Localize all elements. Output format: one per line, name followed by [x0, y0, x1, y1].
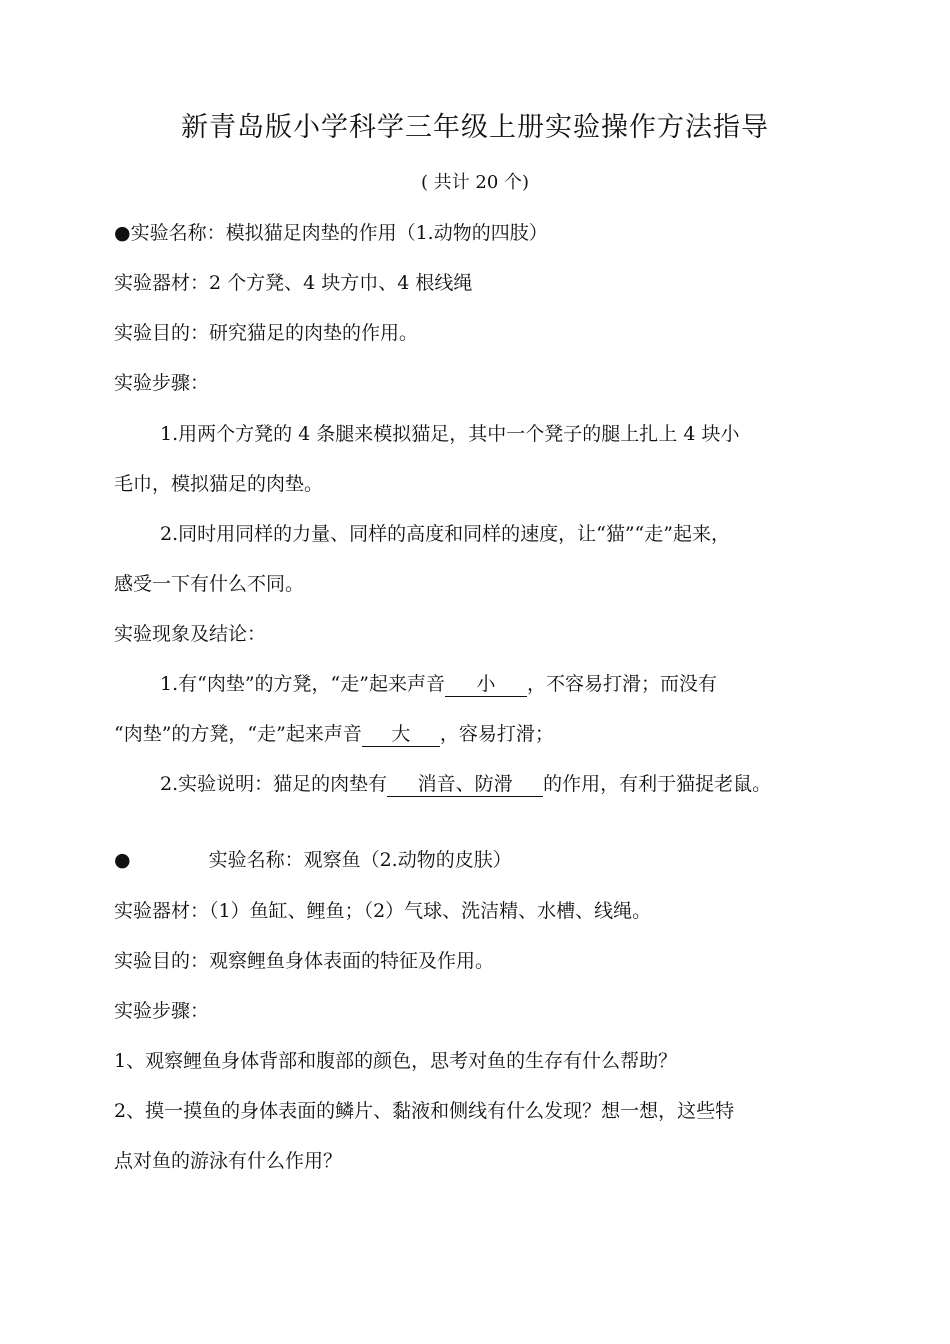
- exp1-name: 实验名称：模拟猫足肉垫的作用（1.动物的四肢）: [130, 222, 548, 244]
- document-subtitle: ( 共计 20 个): [420, 172, 530, 193]
- exp2-materials: 实验器材：（1）鱼缸、鲤鱼；（2）气球、洗洁精、水槽、线绳。: [114, 900, 652, 922]
- exp1-result1-line2: [114, 719, 554, 749]
- exp1-step1-line1: 1.用两个方凳的 4 条腿来模拟猫足，其中一个凳子的腿上扎上 4 块小: [160, 423, 740, 445]
- exp2-purpose: 实验目的：观察鲤鱼身体表面的特征及作用。: [114, 950, 495, 972]
- exp2-steps-heading: 实验步骤：: [114, 1000, 210, 1022]
- answer-blank-small: 小: [445, 672, 527, 697]
- exp1-name-line: [114, 218, 548, 248]
- bullet-icon: ●: [114, 222, 131, 244]
- exp1-result1-line1: [160, 669, 717, 699]
- result1-text-after: ，不容易打滑；而没有: [526, 673, 717, 695]
- answer-blank-large: 大: [362, 722, 440, 747]
- answer-blank-function: 消音、防滑: [387, 772, 543, 797]
- exp2-name-line: [114, 845, 512, 875]
- exp1-step2-line1: 2.同时用同样的力量、同样的高度和同样的速度，让“猫”“走”起来，: [160, 523, 730, 545]
- exp1-step1-line2: 毛巾，模拟猫足的肉垫。: [114, 473, 324, 495]
- result1b-text-after: ，容易打滑；: [439, 723, 554, 745]
- exp1-materials: 实验器材：2 个方凳、4 块方巾、4 根线绳: [114, 272, 473, 294]
- exp1-result-heading: 实验现象及结论：: [114, 623, 267, 645]
- bullet-icon: ●: [114, 849, 131, 871]
- exp2-step1: 1、观察鲤鱼身体背部和腹部的颜色，思考对鱼的生存有什么帮助？: [114, 1050, 678, 1072]
- result2-text-before: 2.实验说明：猫足的肉垫有: [160, 773, 388, 795]
- document-title: 新青岛版小学科学三年级上册实验操作方法指导: [181, 112, 769, 143]
- result1-text-before: 1.有“肉垫”的方凳，“走”起来声音: [160, 673, 445, 695]
- exp2-step2-line1: 2、摸一摸鱼的身体表面的鳞片、黏液和侧线有什么发现？想一想，这些特: [114, 1100, 735, 1122]
- exp2-step2-line2: 点对鱼的游泳有什么作用？: [114, 1150, 343, 1172]
- exp2-name: 实验名称：观察鱼（2.动物的皮肤）: [208, 849, 512, 871]
- exp1-result2: [160, 769, 771, 799]
- exp1-step2-line2: 感受一下有什么不同。: [114, 573, 305, 595]
- result2-text-after: 的作用，有利于猫捉老鼠。: [543, 773, 772, 795]
- result1b-text-before: “肉垫”的方凳，“走”起来声音: [114, 723, 362, 745]
- exp1-steps-heading: 实验步骤：: [114, 372, 210, 394]
- exp1-purpose: 实验目的：研究猫足的肉垫的作用。: [114, 322, 419, 344]
